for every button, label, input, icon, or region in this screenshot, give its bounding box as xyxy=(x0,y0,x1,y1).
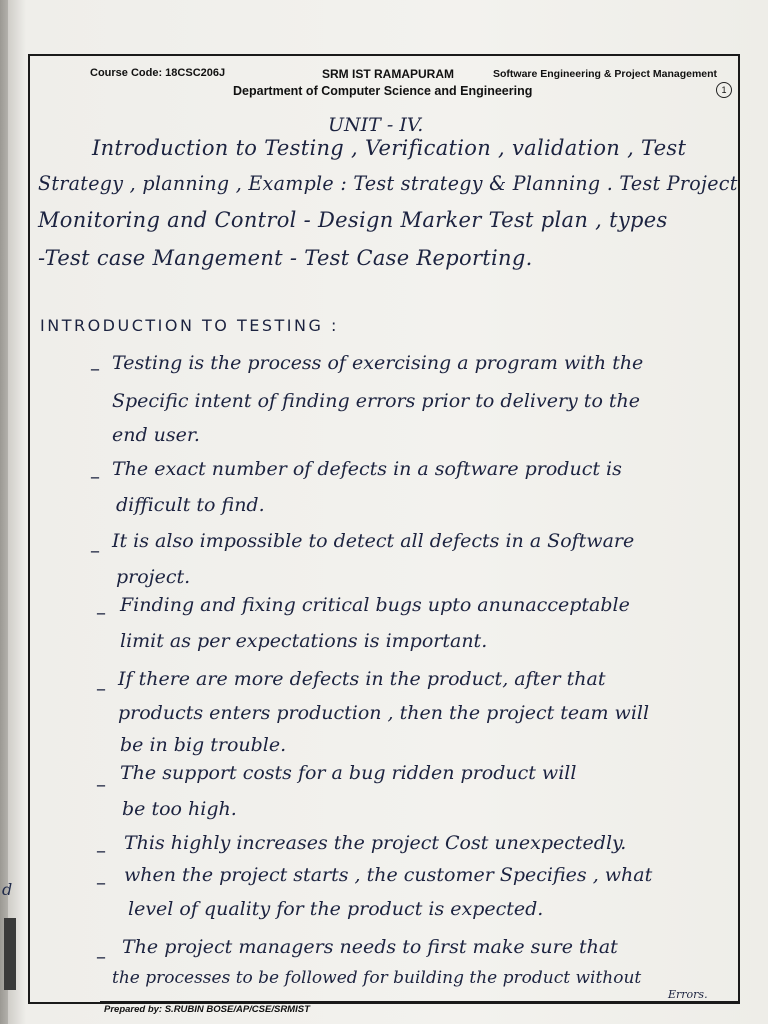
point-line: when the project starts , the customer Specifies , what xyxy=(124,864,653,886)
syllabus-line: Monitoring and Control - Design Marker Test plan , types xyxy=(38,208,668,232)
subject-name: Software Engineering & Project Management xyxy=(493,68,718,80)
unit-title: UNIT - IV. xyxy=(328,114,424,136)
margin-mark: d xyxy=(2,880,13,899)
page-footer: Prepared by: S.RUBIN BOSE/AP/CSE/SRMIST xyxy=(104,1004,310,1015)
syllabus-line: Strategy , planning , Example : Test strategy & Planning . Test Project xyxy=(38,172,738,195)
point-line: project. xyxy=(116,566,191,588)
page-border xyxy=(28,54,740,1004)
bullet-dash: – xyxy=(90,356,100,380)
point-line: the processes to be followed for building the product without xyxy=(112,968,642,988)
point-line: level of quality for the product is expected. xyxy=(128,898,544,920)
bullet-dash: – xyxy=(96,838,106,862)
bullet-dash: – xyxy=(90,538,100,562)
footer-rule xyxy=(100,1001,740,1003)
bullet-dash: – xyxy=(96,944,106,968)
point-line: The exact number of defects in a software product is xyxy=(112,458,622,480)
point-line: difficult to find. xyxy=(116,494,265,516)
bullet-dash: – xyxy=(96,870,106,894)
point-line: The support costs for a bug ridden product will xyxy=(120,762,577,784)
course-code: Course Code: 18CSC206J xyxy=(90,67,226,79)
page-number: 1 xyxy=(716,82,732,98)
point-line: limit as per expectations is important. xyxy=(120,630,488,652)
syllabus-line: Introduction to Testing , Verification , validation , Test xyxy=(92,136,687,160)
department-name: Department of Computer Science and Engineering xyxy=(233,84,533,98)
syllabus-line: -Test case Mangement - Test Case Reporting. xyxy=(38,246,533,270)
point-line: Finding and fixing critical bugs upto anunacceptable xyxy=(120,594,630,616)
point-trailing-word: Errors. xyxy=(668,988,708,1001)
point-line: be too high. xyxy=(122,798,237,820)
point-line: The project managers needs to first make sure that xyxy=(122,936,618,958)
section-heading: INTRODUCTION TO TESTING : xyxy=(40,316,339,335)
point-line: It is also impossible to detect all defects in a Software xyxy=(112,530,635,552)
point-line: Specific intent of finding errors prior to delivery to the xyxy=(112,390,641,412)
point-line: products enters production , then the project team will xyxy=(118,702,650,724)
bullet-dash: – xyxy=(96,676,106,700)
bullet-dash: – xyxy=(96,600,106,624)
bullet-dash: – xyxy=(96,772,106,796)
point-line: end user. xyxy=(112,424,200,446)
point-line: This highly increases the project Cost unexpectedly. xyxy=(124,832,627,854)
bullet-dash: – xyxy=(90,464,100,488)
point-line: be in big trouble. xyxy=(120,734,287,756)
institute-name: SRM IST RAMAPURAM xyxy=(322,67,454,81)
page-header xyxy=(30,62,738,110)
point-line: If there are more defects in the product, after that xyxy=(118,668,606,690)
binding-strip xyxy=(4,918,16,990)
point-line: Testing is the process of exercising a program with the xyxy=(112,352,644,374)
